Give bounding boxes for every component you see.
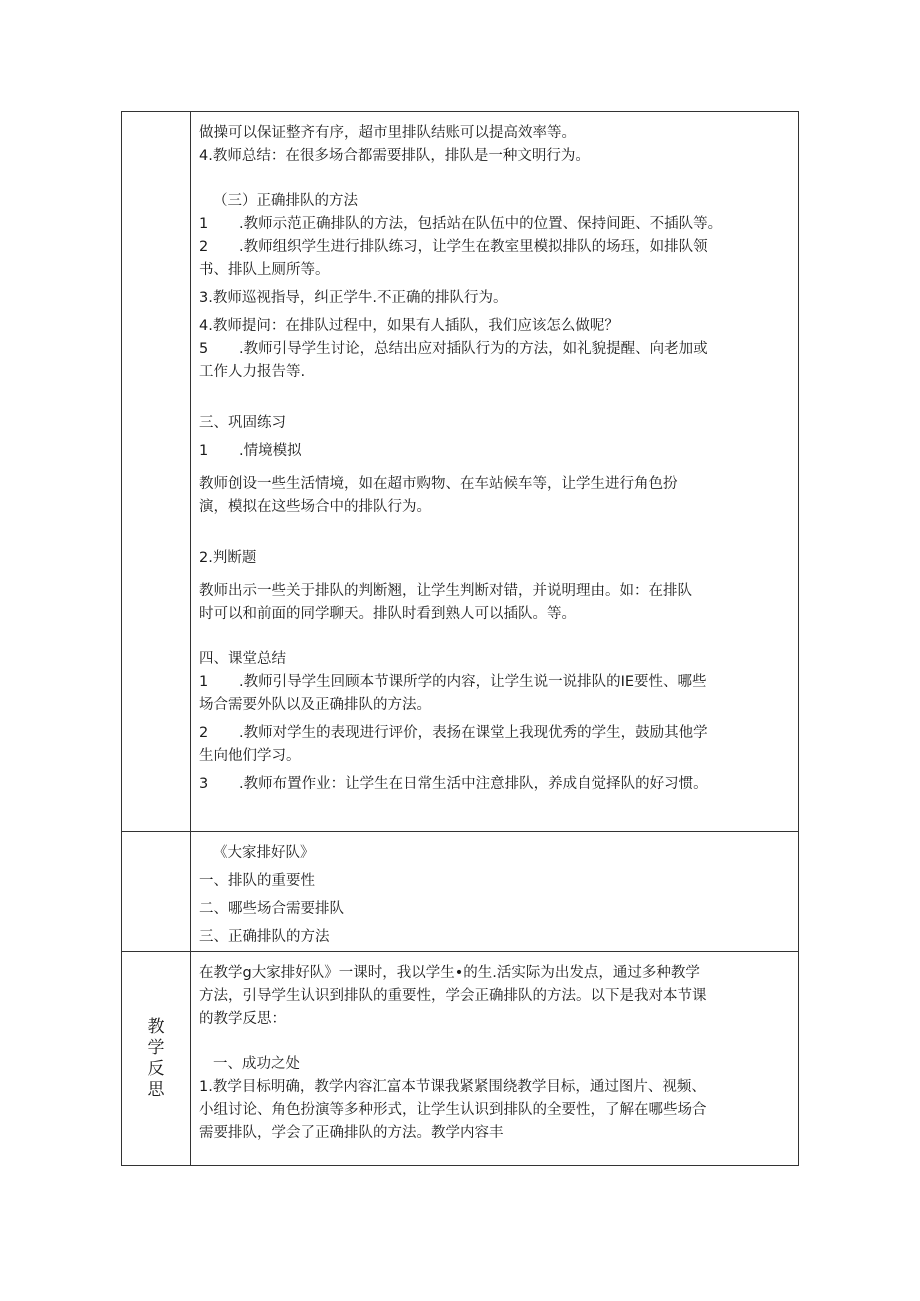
teaching-reflection-cell	[191, 952, 799, 1166]
table-row	[122, 832, 799, 952]
text-line: 教师出示一些关于排队的判断翘，让学生判断对错，并说明理由。如：在排队	[199, 583, 692, 599]
list-item	[199, 338, 790, 361]
list-item	[199, 440, 790, 463]
label-cell-empty	[122, 112, 191, 832]
label-char: 学	[147, 1037, 165, 1058]
section-heading: 四、课堂总结	[199, 651, 286, 667]
text-line: 演，模拟在这些场合中的排队行为。	[199, 499, 431, 515]
table-row	[122, 952, 799, 1166]
list-number: 3	[199, 776, 209, 792]
vertical-label	[146, 1017, 166, 1101]
blackboard-design-cell	[191, 832, 799, 952]
list-text: .教师组织学生进行排队练习，让学生在教室里模拟排队的场珏，如排队领	[239, 239, 708, 255]
board-line: 一、排队的重要性	[199, 873, 315, 889]
list-number: 5	[199, 341, 209, 357]
list-number: 1	[199, 443, 209, 459]
list-number: 2	[199, 725, 209, 741]
list-item	[199, 773, 790, 796]
text-line: 做操可以保证整齐有序，超市里排队结账可以提高效率等。	[199, 125, 576, 141]
text-line: 在教学g大家排好队》一课时，我以学生•的生.活实际为出发点，通过多种教学	[199, 965, 700, 981]
table-row	[122, 112, 799, 832]
list-item	[199, 671, 790, 694]
lesson-plan-table	[121, 111, 799, 1166]
list-text: .教师引导学生回顾本节课所学的内容，让学生说一说排队的IE要性、哪些	[239, 674, 707, 690]
text-line: 方法，引导学生认识到排队的重要性，学会正确排队的方法。以下是我对本节课	[199, 988, 707, 1004]
list-item	[199, 213, 790, 236]
list-item: 3.教师巡视指导，纠正学牛.不正确的排队行为。	[199, 290, 508, 306]
list-text: .情境模拟	[239, 443, 302, 459]
teaching-reflection-label	[122, 952, 191, 1166]
text-line: 4.教师总结：在很多场合都需要排队，排队是一种文明行为。	[199, 148, 590, 164]
list-item	[199, 236, 790, 259]
list-number: 2	[199, 239, 209, 255]
section-heading: 三、巩固练习	[199, 415, 286, 431]
list-text: .教师布置作业：让学生在日常生活中注意排队，养成自觉择队的好习惯。	[239, 776, 708, 792]
text-line: 工作人力报告等.	[199, 364, 306, 380]
list-text: .教师引导学生讨论，总结出应对插队行为的方法，如礼貌提醒、向老加或	[239, 341, 708, 357]
text-line: 时可以和前面的同学聊天。排队时看到熟人可以插队。等。	[199, 606, 576, 622]
text-line: 1.教学目标明确，教学内容汇富本节课我紧紧围绕教学目标，通过图片、视频、	[199, 1079, 706, 1095]
text-line: 的教学反思：	[199, 1011, 286, 1027]
board-title: 《大家排好队》	[213, 845, 315, 861]
text-line: 教师创设一些生活情境，如在超市购物、在车站候车等，让学生进行角色扮	[199, 476, 678, 492]
section-heading: 一、成功之处	[213, 1056, 300, 1072]
label-char: 教	[147, 1016, 165, 1037]
list-text: .教师对学生的表现进行评价，表扬在课堂上我现优秀的学生，鼓励其他学	[239, 725, 708, 741]
list-text: .教师示范正确排队的方法，包括站在队伍中的位置、保持间距、不插队等。	[239, 216, 723, 232]
teaching-process-cell	[191, 112, 799, 832]
section-heading: （三）正确排队的方法	[213, 193, 358, 209]
text-line: 需要排队，学会了正确排队的方法。教学内容丰	[199, 1125, 504, 1141]
text-line: 书、排队上厕所等。	[199, 262, 330, 278]
board-line: 二、哪些场合需要排队	[199, 901, 344, 917]
text-line: 场合需要外队以及正确排队的方法。	[199, 697, 431, 713]
list-item: 2.判断题	[199, 550, 257, 566]
list-number: 1	[199, 674, 209, 690]
label-cell-empty	[122, 832, 191, 952]
board-line: 三、正确排队的方法	[199, 929, 330, 945]
list-item	[199, 722, 790, 745]
list-item: 4.教师提问：在排队过程中，如果有人插队，我们应该怎么做呢？	[199, 318, 619, 334]
list-number: 1	[199, 216, 209, 232]
label-char: 反	[147, 1058, 165, 1079]
text-line: 小组讨论、角色扮演等多种形式，让学生认识到排队的全要性，了解在哪些场合	[199, 1102, 707, 1118]
label-char: 思	[147, 1079, 165, 1100]
text-line: 生向他们学习。	[199, 748, 301, 764]
